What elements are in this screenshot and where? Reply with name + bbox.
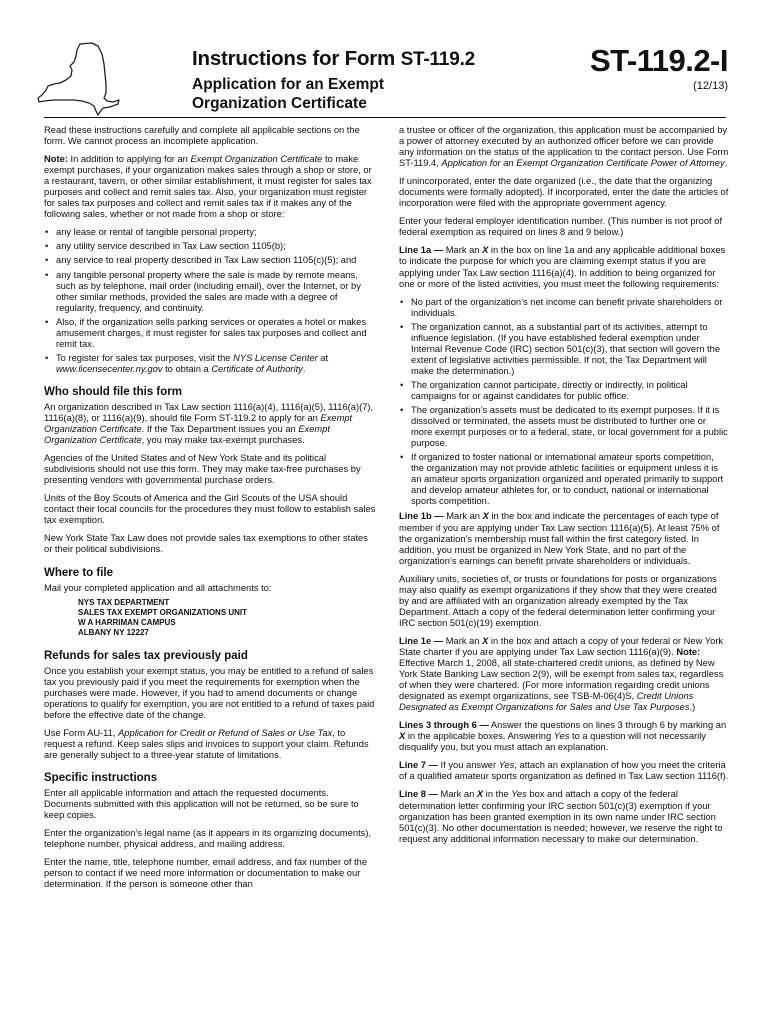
line-7-text-1: If you answer <box>437 760 499 771</box>
who-text-2: . If the Tax Department issues you an <box>141 424 299 435</box>
line-1a-label: Line 1a — <box>399 245 444 256</box>
x-mark: X <box>482 635 489 646</box>
line-1b-label: Line 1b — <box>399 511 444 522</box>
certificate-name: Certificate of Authority <box>211 363 303 374</box>
contact-continuation-paragraph <box>399 125 729 169</box>
subtitle-line-1: Application for an Exempt <box>192 76 385 93</box>
register-text-1: To register for sales tax purposes, visit the <box>56 352 234 363</box>
where-paragraph: Mail your completed application and all attachments to: <box>44 582 272 593</box>
who-text-3: , you may make tax-exempt purchases. <box>141 435 305 446</box>
intro-paragraph: Read these instructions carefully and complete all applicable sections on the form. We cannot process an incomplete application. <box>44 125 360 147</box>
form-id: ST-119.2-I <box>589 43 728 78</box>
line-8-text-3: box and attach a copy of the federal determination letter confirming your IRC section 501(c)(3) exemption if your organization has been granted exemption in its own name under IRC section 501(c)(3). No other documentation is needed; however, we reserve the right to request any additional information necessary to make our determination. <box>399 789 723 844</box>
cont-text-2: . <box>724 158 728 169</box>
title-form-number: ST-119.2 <box>400 49 476 70</box>
auxiliary-paragraph: Auxiliary units, societies of, or trusts or foundations for posts or organizations may also qualify as exempt organizations if they show that they were created by and are affiliated with an organization already exempted by the Tax Department. Attach a copy of the federal determination letter confirming your IRC section 501(c)(19) exemption. <box>399 573 717 628</box>
who-paragraph-4: New York State Tax Law does not provide sales tax exemptions to other states or their political subdivisions. <box>44 533 368 555</box>
list-item: • If organized to foster national or international amateur sports competition, the organization may not provide athletic facilities or equipment unless it is an amateur sports organization organized and operated primarily to support and develop amateur athletes for, or to conduct, national or international sports competition. <box>399 452 729 507</box>
note-text-2: to make exempt purchases, if your organization makes sales through a shop or store, or a restaurant, tavern, or other similar establishment, it must register for sales tax purposes and collect and remit sales tax. Also, your organization must register for sales tax purposes and collect and remit sales tax if it makes any of the following sales, whether or not made from a shop or store: <box>44 154 372 220</box>
specific-paragraph-2: Enter the organization’s legal name (as it appears in its organizing documents), telephone number, physical address, and mailing address. <box>44 828 372 850</box>
who-text-1: An organization described in Tax Law section 1116(a)(4), 1116(a)(5), 1116(a)(7), 1116(a)(8), or 1116(a)(9), should file Form ST-119.2 to apply for an <box>44 401 374 423</box>
line-8-label: Line 8 — <box>399 789 438 800</box>
x-mark: X <box>482 245 489 256</box>
x-mark: X <box>476 789 484 800</box>
line-1a-text-2: in the box on line 1a and any applicable additional boxes to indicate the purpose for which you are claiming exempt status if you are applying under Tax Law section 1116(a)(4). In addition to being organized for one or more of the listed activities, you must meet the following requirements: <box>399 245 726 289</box>
register-text-3: to obtain a <box>162 363 212 374</box>
line-1e-text-3: Effective March 1, 2008, all state-chartered credit unions, as defined by New York State Banking Law section 2(9), will be exempt from sales tax, regardless of when they were chartered. (For more information regarding credit unions designated as exempt organizations, see TSB-M-06(4)S, <box>399 658 724 702</box>
address-line: W A HARRIMAN CAMPUS <box>78 618 176 628</box>
line-1e-text-4: .) <box>689 702 696 713</box>
address-line: SALES TAX EXEMPT ORGANIZATIONS UNIT <box>78 607 248 617</box>
list-item: • Also, if the organization sells parking services or operates a hotel or makes amusement charges, it must register for sales tax purposes and collect and remit tax. <box>44 317 376 350</box>
mailing-address <box>78 598 376 639</box>
line-1e-text-2: in the box and attach a copy of your federal or New York State charter if you are applying under Tax Law section 1116(a)(9). <box>399 635 724 657</box>
x-mark: X <box>399 731 406 742</box>
list-item: • any tangible personal property where the sale is made by remote means, such as by telephone, mail order (including email), over the Internet, or by other similar methods, provided the sales are made with a degree of regularity, frequency, and continuity. <box>44 270 376 314</box>
lines-3-6-paragraph <box>399 720 729 753</box>
line-1b-text-1: Mark an <box>443 511 483 522</box>
who-paragraph-2: Agencies of the United States and of New York State and its political subdivisions should not use this form. They may make tax-free purchases by presenting vendors with governmental purchase orders. <box>44 453 361 486</box>
page-header <box>0 0 770 120</box>
note-label: Note: <box>44 154 68 165</box>
line-1b-paragraph <box>399 511 729 566</box>
yes-italic: Yes <box>553 731 570 742</box>
yes-italic: Yes <box>498 760 515 771</box>
left-column <box>44 125 376 897</box>
who-should-file-heading: Who should file this form <box>44 385 182 398</box>
title-prefix: Instructions for Form <box>192 47 401 70</box>
refunds-text-1: Use Form AU-11, <box>44 727 119 738</box>
line-8-text-1: Mark an <box>437 789 477 800</box>
address-line: ALBANY NY 12227 <box>78 628 149 638</box>
license-center-url: www.licensecenter.ny.gov <box>56 363 163 374</box>
who-paragraph-3: Units of the Boy Scouts of America and the Girl Scouts of the USA should contact their local councils for the procedures they must follow to establish sales tax exemption. <box>44 493 376 526</box>
list-item: • The organization’s assets must be dedicated to its exempt purposes. If it is dissolved or terminated, the assets must be distributed to further one or more exempt purposes or to a federal, state, or local government for a public purpose. <box>399 405 729 449</box>
lines-3-6-label: Lines 3 through 6 — <box>399 720 489 731</box>
who-italic-1: Exempt Organization Certificate <box>44 412 353 435</box>
line-1a-requirements-list <box>399 297 729 508</box>
list-item: • The organization cannot participate, directly or indirectly, in political campaigns for or against candidates for public office. <box>399 380 729 402</box>
list-item: • any service to real property described in Tax Law section 1105(c)(5); and <box>44 255 376 266</box>
refunds-heading: Refunds for sales tax previously paid <box>44 649 248 662</box>
register-text-4: . <box>302 363 306 374</box>
line-8-paragraph <box>399 789 729 844</box>
note-paragraph <box>44 154 376 220</box>
address-line: NYS TAX DEPARTMENT <box>78 597 170 607</box>
refunds-paragraph-2 <box>44 728 376 761</box>
refunds-text-2: , to request a refund. Keep sales slips and invoices to support your claim. Refunds are generally subject to a three-year statute of limitations. <box>44 727 369 761</box>
yes-italic: Yes <box>511 789 527 800</box>
line-1a-text-1: Mark an <box>443 245 483 256</box>
cont-form-title: Application for an Exempt Organization Certificate Power of Attorney <box>441 158 725 169</box>
unincorporated-paragraph: If unincorporated, enter the date organized (i.e., the date that the organizing documents were formally adopted). If incorporated, enter the date the articles of incorporation were filed with the appropriate government agency. <box>399 176 729 209</box>
line-1e-label: Line 1e — <box>399 635 444 646</box>
note-italic: Exempt Organization Certificate <box>190 154 323 165</box>
refunds-form-title: Application for Credit or Refund of Sales or Use Tax <box>118 727 333 738</box>
lines-3-6-text-3: to a question will not necessarily disqualify you, but you must attach an explanation. <box>399 731 706 753</box>
list-item: • No part of the organization’s net income can benefit private shareholders or individuals. <box>399 297 729 319</box>
ein-paragraph: Enter your federal employer identification number. (This number is not proof of federal exemption as required on lines 8 and 9 below.) <box>399 216 723 238</box>
specific-paragraph-1: Enter all applicable information and attach the requested documents. Documents submitted with this application will not be returned, so be sure to keep copies. <box>44 788 359 821</box>
title-block <box>192 48 552 113</box>
license-center-name: NYS License Center <box>233 352 318 363</box>
list-item: • The organization cannot, as a substantial part of its activities, attempt to influence legislation. (If you have established federal exemption under Internal Revenue Code (IRC) section 501(c)(3), that section will govern the extent of legislative activities permissible. If not, the Tax Department will make the determination.) <box>399 322 729 377</box>
sales-bullet-list <box>44 227 376 375</box>
line-1a-paragraph <box>399 245 729 289</box>
who-paragraph-1 <box>44 402 376 446</box>
form-title <box>192 48 552 71</box>
line-1e-note-label: Note: <box>676 646 701 657</box>
subtitle-line-2: Organization Certificate <box>192 95 367 112</box>
line-1b-text-2: in the box and indicate the percentages of each type of member if you are applying under Tax Law section 1116(a)(5). At least 75% of the organization’s membership must fall within the first category listed. In addition, you must be organized in New York State, and no part of the organization’s earnings can benefit private shareholders or individuals. <box>399 511 720 566</box>
header-divider <box>44 117 726 118</box>
new-york-state-map-icon <box>34 40 120 116</box>
line-7-label: Line 7 — <box>399 760 438 771</box>
refunds-paragraph-1: Once you establish your exempt status, you may be entitled to a refund of sales tax you previously paid if you meet the requirements for exemption when the purchases were made. However, if you had to amend documents or change operations to qualify for exemption, you are not entitled to a refund of taxes paid before the effective date of the change. <box>44 665 375 720</box>
line-1e-text-1: Mark an <box>443 635 483 646</box>
line-8-text-2: in the <box>483 789 512 800</box>
note-text-1: In addition to applying for an <box>67 154 191 165</box>
revision-date: (12/13) <box>693 80 728 92</box>
lines-3-6-text-2: in the applicable boxes. Answering <box>405 731 554 742</box>
line-1e-paragraph <box>399 636 729 713</box>
right-column <box>399 125 729 852</box>
form-subtitle <box>192 75 552 113</box>
where-to-file-heading: Where to file <box>44 566 114 579</box>
line-1e-tsb-title: Credit Unions Designated as Exempt Organizations for Sales and Use Tax Purposes <box>399 691 694 713</box>
specific-paragraph-3: Enter the name, title, telephone number, email address, and fax number of the person to contact if we need more information or documentation to make our determination. If the person is someone other than <box>44 857 368 890</box>
who-italic-2: Exempt Organization Certificate <box>44 424 331 446</box>
line-7-paragraph <box>399 760 729 782</box>
list-item: • any utility service described in Tax Law section 1105(b); <box>44 241 376 252</box>
line-7-text-2: , attach an explanation of how you meet the criteria of a qualified amateur sports organization as defined in Tax Law section 1116(f). <box>399 760 729 782</box>
list-item: • any lease or rental of tangible personal property; <box>44 227 376 238</box>
lines-3-6-text-1: Answer the questions on lines 3 through 6 by marking an <box>488 720 727 731</box>
cont-text-1: a trustee or officer of the organization, this application must be accompanied by a power of attorney executed by an authorized officer before we can provide any information on the status of the application to the contact person. Use Form ST-119.4, <box>399 125 729 169</box>
specific-instructions-heading: Specific instructions <box>44 772 158 785</box>
register-text-2: at <box>317 352 329 363</box>
x-mark: X <box>482 511 489 522</box>
register-bullet <box>44 353 376 375</box>
